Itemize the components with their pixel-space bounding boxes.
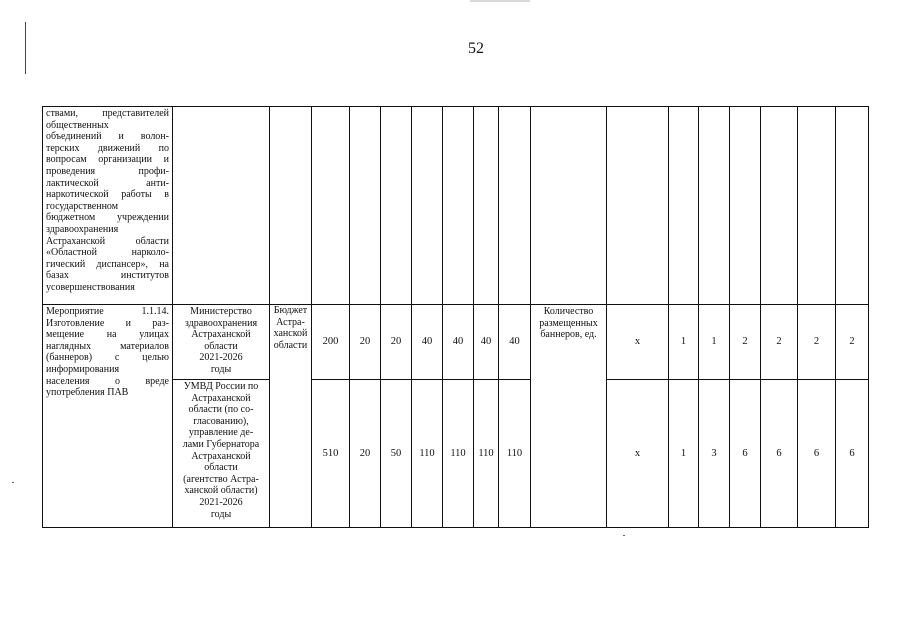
funding-year-value: 40	[499, 305, 531, 380]
measure-description: Мероприятие 1.1.14. Изготовление и раз- мещение на улицах наглядных материалов (баннеров) с целью информирования населения о вреде употребления ПАВ	[43, 305, 173, 528]
indicator-cell: Количество размещенных баннеров, ед.	[531, 305, 607, 528]
funding-year-value: 40	[443, 305, 474, 380]
page-number: 52	[468, 40, 484, 57]
empty-cell	[474, 107, 499, 305]
indicator-year-value: 2	[798, 305, 836, 380]
scan-dot	[623, 535, 625, 536]
funding-year-value: 110	[474, 380, 499, 528]
funding-year-value: 40	[412, 305, 443, 380]
indicator-year-value: 2	[730, 305, 761, 380]
empty-cell	[607, 107, 669, 305]
program-table	[42, 106, 869, 528]
table-row-continuation	[43, 107, 869, 305]
executor-cell-1: Министерство здравоохранения Астраханской области 2021-2026 годы	[173, 305, 270, 380]
funding-year-value: 20	[381, 305, 412, 380]
table-row-executor-1	[43, 305, 869, 380]
empty-cell	[443, 107, 474, 305]
funding-year-value: 110	[499, 380, 531, 528]
indicator-base-value: х	[607, 380, 669, 528]
funding-total: 200	[312, 305, 350, 380]
indicator-year-value: 6	[798, 380, 836, 528]
indicator-base-value: х	[607, 305, 669, 380]
indicator-year-value: 2	[836, 305, 869, 380]
empty-cell	[798, 107, 836, 305]
indicator-year-value: 1	[669, 305, 699, 380]
indicator-year-value: 6	[761, 380, 798, 528]
indicator-year-value: 1	[669, 380, 699, 528]
empty-cell	[531, 107, 607, 305]
funding-year-value: 110	[412, 380, 443, 528]
scan-artifact-top	[470, 0, 530, 2]
empty-cell	[761, 107, 798, 305]
empty-cell	[350, 107, 381, 305]
scan-dot	[12, 482, 14, 483]
empty-cell	[173, 107, 270, 305]
indicator-year-value: 6	[730, 380, 761, 528]
funding-year-value: 20	[350, 380, 381, 528]
funding-year-value: 110	[443, 380, 474, 528]
empty-cell	[730, 107, 761, 305]
empty-cell	[312, 107, 350, 305]
empty-cell	[699, 107, 730, 305]
funding-year-value: 50	[381, 380, 412, 528]
empty-cell	[381, 107, 412, 305]
indicator-year-value: 1	[699, 305, 730, 380]
empty-cell	[412, 107, 443, 305]
funding-year-value: 40	[474, 305, 499, 380]
indicator-year-value: 2	[761, 305, 798, 380]
empty-cell	[270, 107, 312, 305]
executor-cell-2: УМВД России по Астраханской области (по со- гласованию), управление де- лами Губернатора Астраханской области (агентство Астра- ханской области) 2021-2026 годы	[173, 380, 270, 528]
funding-source-cell: Бюджет Астра- ханской области	[270, 305, 312, 528]
indicator-year-value: 3	[699, 380, 730, 528]
funding-year-value: 20	[350, 305, 381, 380]
empty-cell	[836, 107, 869, 305]
empty-cell	[669, 107, 699, 305]
empty-cell	[499, 107, 531, 305]
funding-total: 510	[312, 380, 350, 528]
indicator-year-value: 6	[836, 380, 869, 528]
continuation-description: ствами, представителей общественных объединений и волон- терских движений по вопросам организации и проведения профи- лактической анти- наркотической работы в государственном бюджетном учреждении здравоохранения Астраханской области «Областной нарколо- гический диспансер», на базах институтов усовершенствования	[43, 107, 173, 305]
